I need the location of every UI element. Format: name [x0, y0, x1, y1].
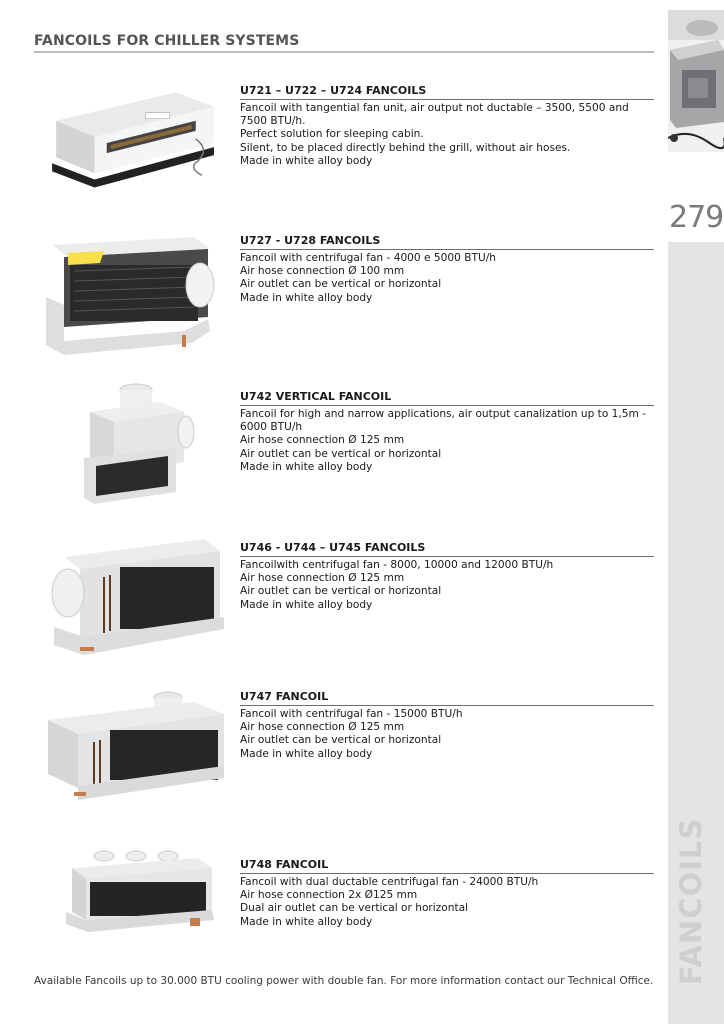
product-heading: U721 – U722 – U724 FANCOILS	[240, 84, 654, 100]
product-heading: U747 FANCOIL	[240, 690, 654, 706]
side-product-photo	[668, 10, 724, 152]
desc-line: Made in white alloy body	[240, 154, 373, 167]
section-label: FANCOILS	[674, 817, 708, 985]
product-description	[240, 708, 654, 761]
desc-line: Air hose connection Ø 125 mm	[240, 572, 405, 585]
product-description	[240, 559, 654, 612]
product-image-u748	[64, 848, 228, 952]
page-title: FANCOILS FOR CHILLER SYSTEMS	[34, 33, 300, 49]
product-image-u721	[44, 90, 216, 192]
desc-line: Made in white alloy body	[240, 460, 373, 473]
product-description	[240, 252, 654, 305]
product-image-u727	[44, 234, 218, 356]
product-heading: U748 FANCOIL	[240, 858, 654, 874]
desc-line: Air hose connection Ø 100 mm	[240, 265, 405, 278]
page-number: 279	[669, 200, 724, 235]
desc-line: Fancoil with dual ductable centrifugal fan - 24000 BTU/h	[240, 876, 539, 888]
desc-line: Fancoilwith centrifugal fan - 8000, 10000 and 12000 BTU/h	[240, 559, 554, 571]
desc-line: Silent, to be placed directly behind the grill, without air hoses.	[240, 141, 571, 154]
desc-line: Fancoil for high and narrow applications, air output canalization up to 1,5m - 6000 BTU/h	[240, 408, 647, 434]
desc-line: Made in white alloy body	[240, 747, 373, 760]
product-heading: U742 VERTICAL FANCOIL	[240, 390, 654, 406]
desc-line: Perfect solution for sleeping cabin.	[240, 128, 424, 141]
desc-line: Dual air outlet can be vertical or horizontal	[240, 902, 469, 915]
product-image-u746	[44, 537, 228, 667]
desc-line: Air hose connection Ø 125 mm	[240, 434, 405, 447]
product-description	[240, 408, 654, 474]
title-divider	[34, 51, 654, 53]
desc-line: Fancoil with tangential fan unit, air output not ductable – 3500, 5500 and 7500 BTU/h.	[240, 102, 629, 128]
desc-line: Fancoil with centrifugal fan - 15000 BTU/h	[240, 708, 463, 720]
desc-line: Made in white alloy body	[240, 915, 373, 928]
desc-line: Fancoil with centrifugal fan - 4000 e 5000 BTU/h	[240, 252, 497, 264]
desc-line: Air hose connection Ø 125 mm	[240, 721, 405, 734]
product-description	[240, 102, 654, 168]
desc-line: Made in white alloy body	[240, 291, 373, 304]
product-heading: U746 - U744 – U745 FANCOILS	[240, 541, 654, 557]
desc-line: Air outlet can be vertical or horizontal	[240, 585, 442, 598]
desc-line: Made in white alloy body	[240, 598, 373, 611]
desc-line: Air hose connection 2x Ø125 mm	[240, 889, 418, 902]
product-image-u747	[44, 690, 228, 814]
desc-line: Air outlet can be vertical or horizontal	[240, 278, 442, 291]
desc-line: Air outlet can be vertical or horizontal	[240, 447, 442, 460]
footer-note: Available Fancoils up to 30.000 BTU cooling power with double fan. For more information contact our Technical Office.	[34, 975, 654, 987]
product-heading: U727 - U728 FANCOILS	[240, 234, 654, 250]
product-description	[240, 876, 654, 929]
desc-line: Air outlet can be vertical or horizontal	[240, 734, 442, 747]
product-image-u742	[80, 382, 200, 512]
